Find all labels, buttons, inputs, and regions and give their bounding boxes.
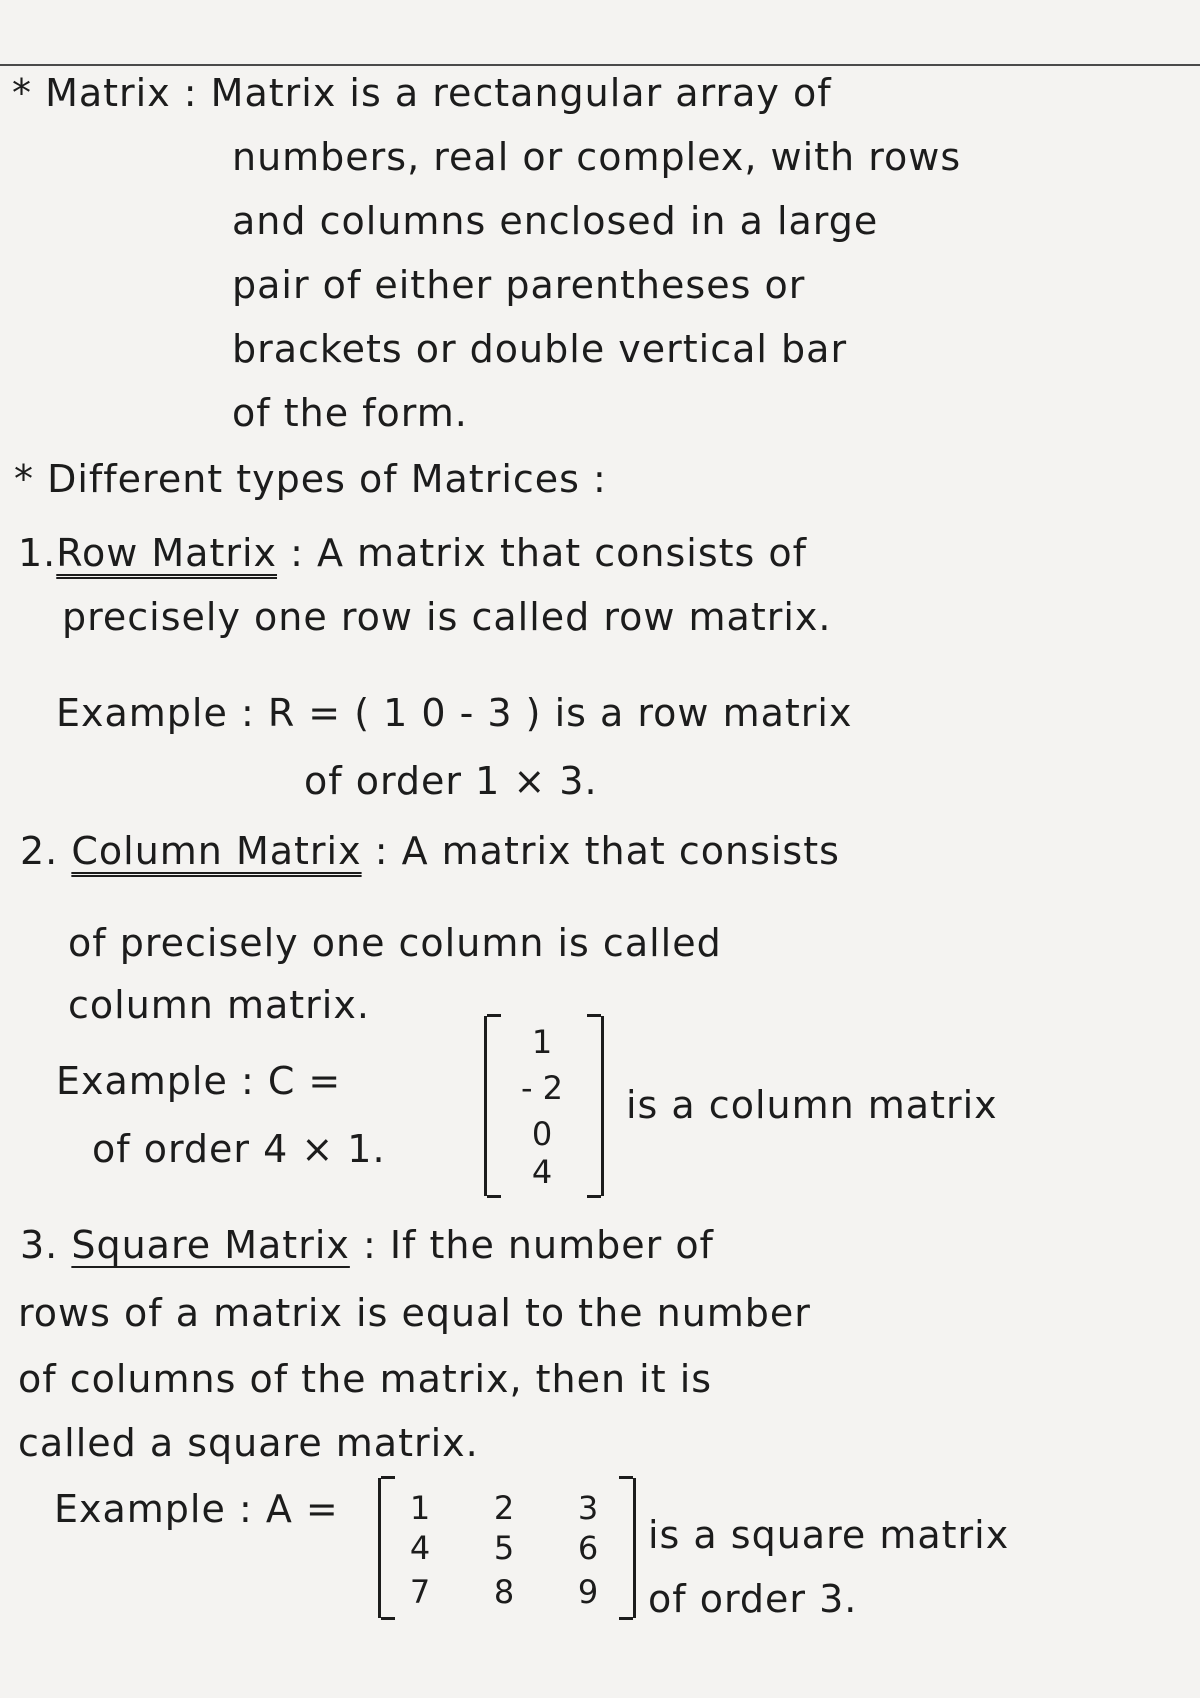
matrix-definition-line-1: * Matrix : Matrix is a rectangular array of xyxy=(12,71,832,115)
square-matrix-entry: 8 xyxy=(493,1573,515,1611)
square-matrix-brackets xyxy=(378,1478,636,1618)
types-heading: * Different types of Matrices : xyxy=(14,457,607,501)
square-matrix-entry: 4 xyxy=(409,1529,431,1567)
square-matrix-heading xyxy=(20,1222,714,1268)
column-matrix-line-3: column matrix. xyxy=(68,983,370,1027)
row-matrix-heading-rest: : A matrix that consists of xyxy=(277,531,808,575)
row-matrix-line-2: precisely one row is called row matrix. xyxy=(62,595,832,639)
square-matrix-line-4: called a square matrix. xyxy=(18,1421,479,1465)
square-matrix-entry: 7 xyxy=(409,1573,431,1611)
column-matrix-order: of order 4 × 1. xyxy=(92,1127,386,1171)
square-matrix-entry: 5 xyxy=(493,1529,515,1567)
column-matrix-entry: 0 xyxy=(531,1115,553,1153)
matrix-definition-line-5: brackets or double vertical bar xyxy=(232,327,848,371)
matrix-definition-line-4: pair of either parentheses or xyxy=(232,263,806,307)
row-matrix-order: of order 1 × 3. xyxy=(304,759,598,803)
column-matrix-number: 2. xyxy=(20,829,59,873)
square-matrix-description: is a square matrix xyxy=(648,1513,1010,1557)
square-matrix-title: Square Matrix xyxy=(71,1223,350,1267)
column-matrix-entry: - 2 xyxy=(520,1069,564,1107)
matrix-definition-line-3: and columns enclosed in a large xyxy=(232,199,879,243)
matrix-definition-line-6: of the form. xyxy=(232,391,468,435)
column-matrix-title: Column Matrix xyxy=(71,829,362,873)
square-matrix-entry: 9 xyxy=(577,1573,599,1611)
row-matrix-number: 1. xyxy=(18,531,57,575)
column-matrix-brackets xyxy=(484,1016,604,1196)
square-matrix-entry: 1 xyxy=(409,1489,431,1527)
column-matrix-example-label: Example : C = xyxy=(56,1059,342,1103)
column-matrix-heading-rest: : A matrix that consists xyxy=(361,829,840,873)
square-matrix-heading-rest: : If the number of xyxy=(349,1223,714,1267)
square-matrix-order: of order 3. xyxy=(648,1577,858,1621)
square-matrix-example-label: Example : A = xyxy=(54,1487,339,1531)
square-matrix-entry: 2 xyxy=(493,1489,515,1527)
row-matrix-title: Row Matrix xyxy=(56,531,278,575)
row-matrix-heading xyxy=(18,530,807,576)
top-rule xyxy=(0,64,1200,66)
row-matrix-example: Example : R = ( 1 0 - 3 ) is a row matrix xyxy=(56,691,853,735)
square-matrix-entry: 6 xyxy=(577,1529,599,1567)
column-matrix-entry: 4 xyxy=(531,1153,553,1191)
square-matrix-line-3: of columns of the matrix, then it is xyxy=(18,1357,713,1401)
column-matrix-heading xyxy=(20,828,840,874)
square-matrix-entry: 3 xyxy=(577,1489,599,1527)
column-matrix-entry: 1 xyxy=(531,1023,553,1061)
matrix-definition-line-2: numbers, real or complex, with rows xyxy=(232,135,962,179)
column-matrix-description: is a column matrix xyxy=(626,1083,998,1127)
column-matrix-line-2: of precisely one column is called xyxy=(68,921,722,965)
square-matrix-line-2: rows of a matrix is equal to the number xyxy=(18,1291,811,1335)
square-matrix-number: 3. xyxy=(20,1223,59,1267)
